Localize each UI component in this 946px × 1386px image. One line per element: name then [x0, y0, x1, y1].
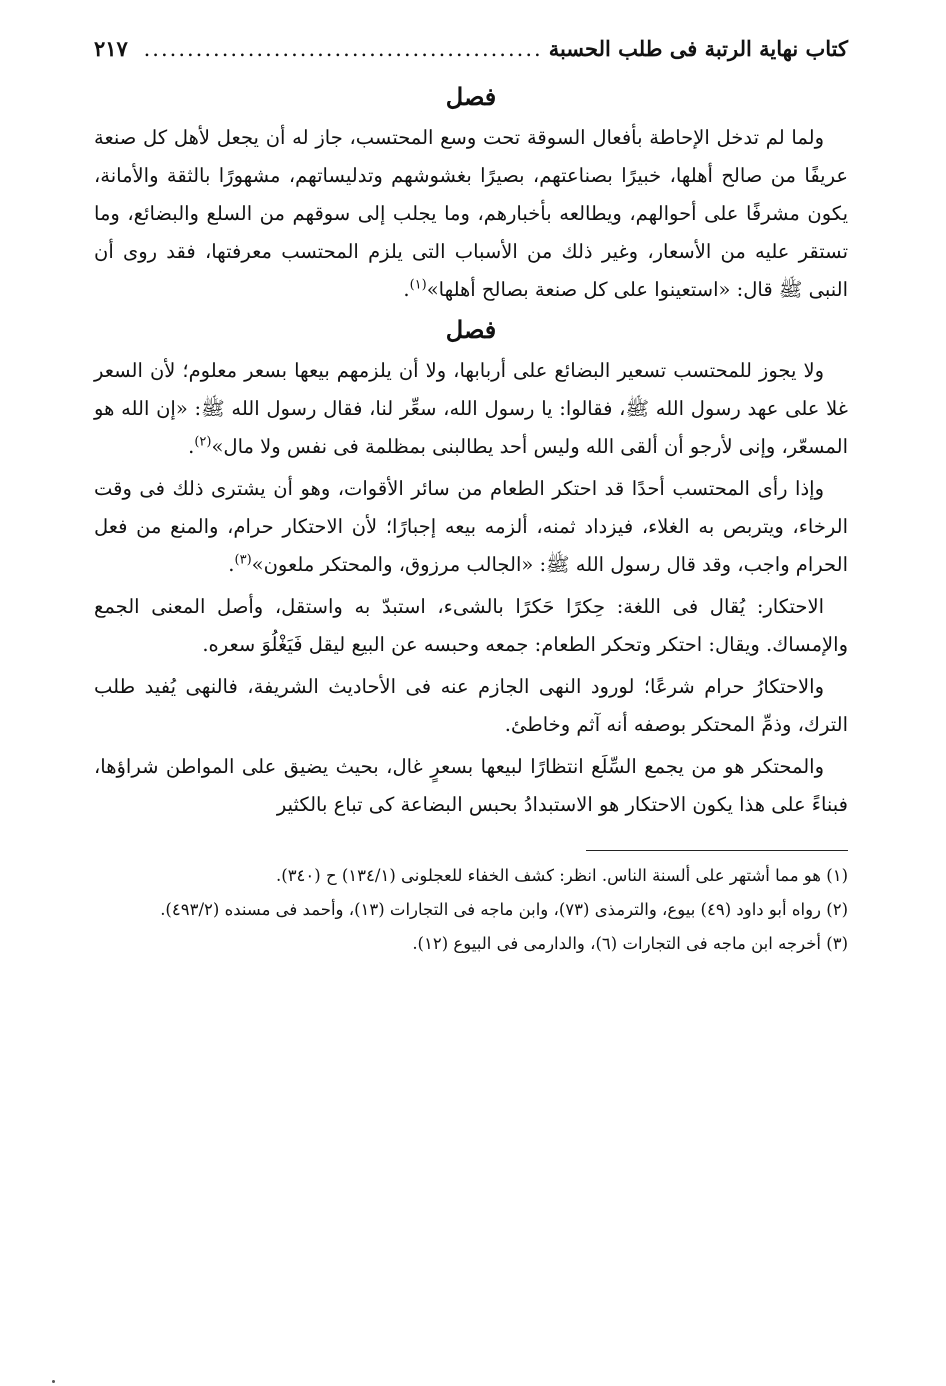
- footnote-marker: (٢): [194, 434, 212, 450]
- footnote-separator: [586, 850, 848, 851]
- page-number: ٢١٧: [94, 36, 128, 61]
- scan-speck: [52, 1380, 55, 1383]
- book-page: [94, 36, 848, 963]
- footnote: (٢) رواه أبو داود (٤٩) بيوع، والترمذى (٧٣)، وابن ماجه فى التجارات (١٣)، وأحمد فى مسنده (٤٩٣/٢).: [160, 900, 848, 919]
- footnote: (١) هو مما أشتهر على ألسنة الناس. انظر: كشف الخفاء للعجلونى (١٣٤/١) ح (٣٤٠).: [276, 866, 848, 885]
- running-head-dot-leader: ..............................................: [143, 37, 543, 61]
- footnote-marker: (١): [409, 277, 427, 293]
- footnote-marker: (٣): [234, 552, 252, 568]
- running-head-title: كتاب نهاية الرتبة فى طلب الحسبة: [548, 36, 848, 61]
- paragraph: وإذا رأى المحتسب أحدًا قد احتكر الطعام من سائر الأقوات، وهو أن يشترى ذلك فى وقت الرخاء، ويتربص به الغلاء، فيزداد ثمنه، ألزمه بيعه إجبارًا؛ لأن الاحتكار حرام، والمنع من فعل الحرام واجب، وقد قال رسول الله ﷺ: «الجالب مرزوق، والمحتكر ملعون»$^{(٣)}$.: [94, 477, 848, 576]
- paragraph: الاحتكار: يُقال فى اللغة: حِكرًا حَكرًا بالشىء، استبدّ به واستقل، وأصل المعنى الجمع والإمساك. ويقال: احتكر وتحكر الطعام: جمعه وحبسه عن البيع ليقل فَيَغْلُوَ سعره.: [94, 595, 848, 656]
- paragraph: ولما لم تدخل الإحاطة بأفعال السوقة تحت وسع المحتسب، جاز له أن يجعل لأهل كل صنعة عريفًا من صالح أهلها، خبيرًا بصناعتهم، بصيرًا بغشوشهم وتدليساتهم، مشهورًا بالثقة والأمانة، يكون مشرفًا على أحوالهم، ويطالعه بأخبارهم، وما يجلب إلى سوقهم من السلع والبضائع، وما تستقر عليه من الأسعار، وغير ذلك من الأسباب التى يلزم المحتسب معرفتها، فقد روى أن النبى ﷺ قال: «استعينوا على كل صنعة بصالح أهلها»$^{(١)}$.: [94, 126, 848, 301]
- paragraph: والمحتكر هو من يجمع السِّلَع انتظارًا لبيعها بسعرٍ غال، بحيث يضيق على المواطن شراؤها، فبناءً على هذا يكون الاحتكار هو الاستبدادُ بحبس البضاعة كى تباع بالكثير: [94, 755, 848, 816]
- footnote: (٣) أخرجه ابن ماجه فى التجارات (٦)، والدارمى فى البيوع (١٢).: [412, 934, 848, 953]
- paragraph-text: ولما لم تدخل الإحاطة بأفعال السوقة تحت وسع المحتسب، جاز له أن يجعل لأهل كل صنعة عريفًا من صالح أهلها، خبيرًا بصناعتهم، بصيرًا بغشوشهم وتدليساتهم، مشهورًا بالثقة والأمانة، يكون مشرفًا على أحوالهم، ويطالعه بأخبارهم، وما يجلب إلى سوقهم من السلع والبضائع، وما تستقر عليه من الأسعار، وغير ذلك من الأسباب التى يلزم المحتسب معرفتها، فقد روى أن النبى ﷺ قال: «استعينوا على كل صنعة بصالح أهلها»: [94, 126, 848, 301]
- section-heading: فصل: [445, 315, 497, 344]
- paragraph: والاحتكارُ حرام شرعًا؛ لورود النهى الجازم عنه فى الأحاديث الشريفة، فالنهى يُفيد طلب الترك، وذمِّ المحتكر بوصفه أنه آثم وخاطئ.: [94, 675, 848, 736]
- section-heading: فصل: [445, 82, 497, 111]
- paragraph-text: ولا يجوز للمحتسب تسعير البضائع على أربابها، ولا أن يلزمهم بيعها بسعر معلوم؛ لأن السعر غلا على عهد رسول الله ﷺ، فقالوا: يا رسول الله، سعِّر لنا، فقال رسول الله ﷺ: «إن الله هو المسعّر، وإنى لأرجو أن ألقى الله وليس أحد يطالبنى بمظلمة فى نفس ولا مال»: [94, 359, 848, 458]
- running-head: [94, 36, 848, 76]
- paragraph-text: وإذا رأى المحتسب أحدًا قد احتكر الطعام من سائر الأقوات، وهو أن يشترى ذلك فى وقت الرخاء، ويتربص به الغلاء، فيزداد ثمنه، ألزمه بيعه إجبارًا؛ لأن الاحتكار حرام، والمنع من فعل الحرام واجب، وقد قال رسول الله ﷺ: «الجالب مرزوق، والمحتكر ملعون»: [94, 477, 848, 576]
- paragraph: ولا يجوز للمحتسب تسعير البضائع على أربابها، ولا أن يلزمهم بيعها بسعر معلوم؛ لأن السعر غلا على عهد رسول الله ﷺ، فقالوا: يا رسول الله، سعِّر لنا، فقال رسول الله ﷺ: «إن الله هو المسعّر، وإنى لأرجو أن ألقى الله وليس أحد يطالبنى بمظلمة فى نفس ولا مال»$^{(٢)}$.: [94, 359, 848, 458]
